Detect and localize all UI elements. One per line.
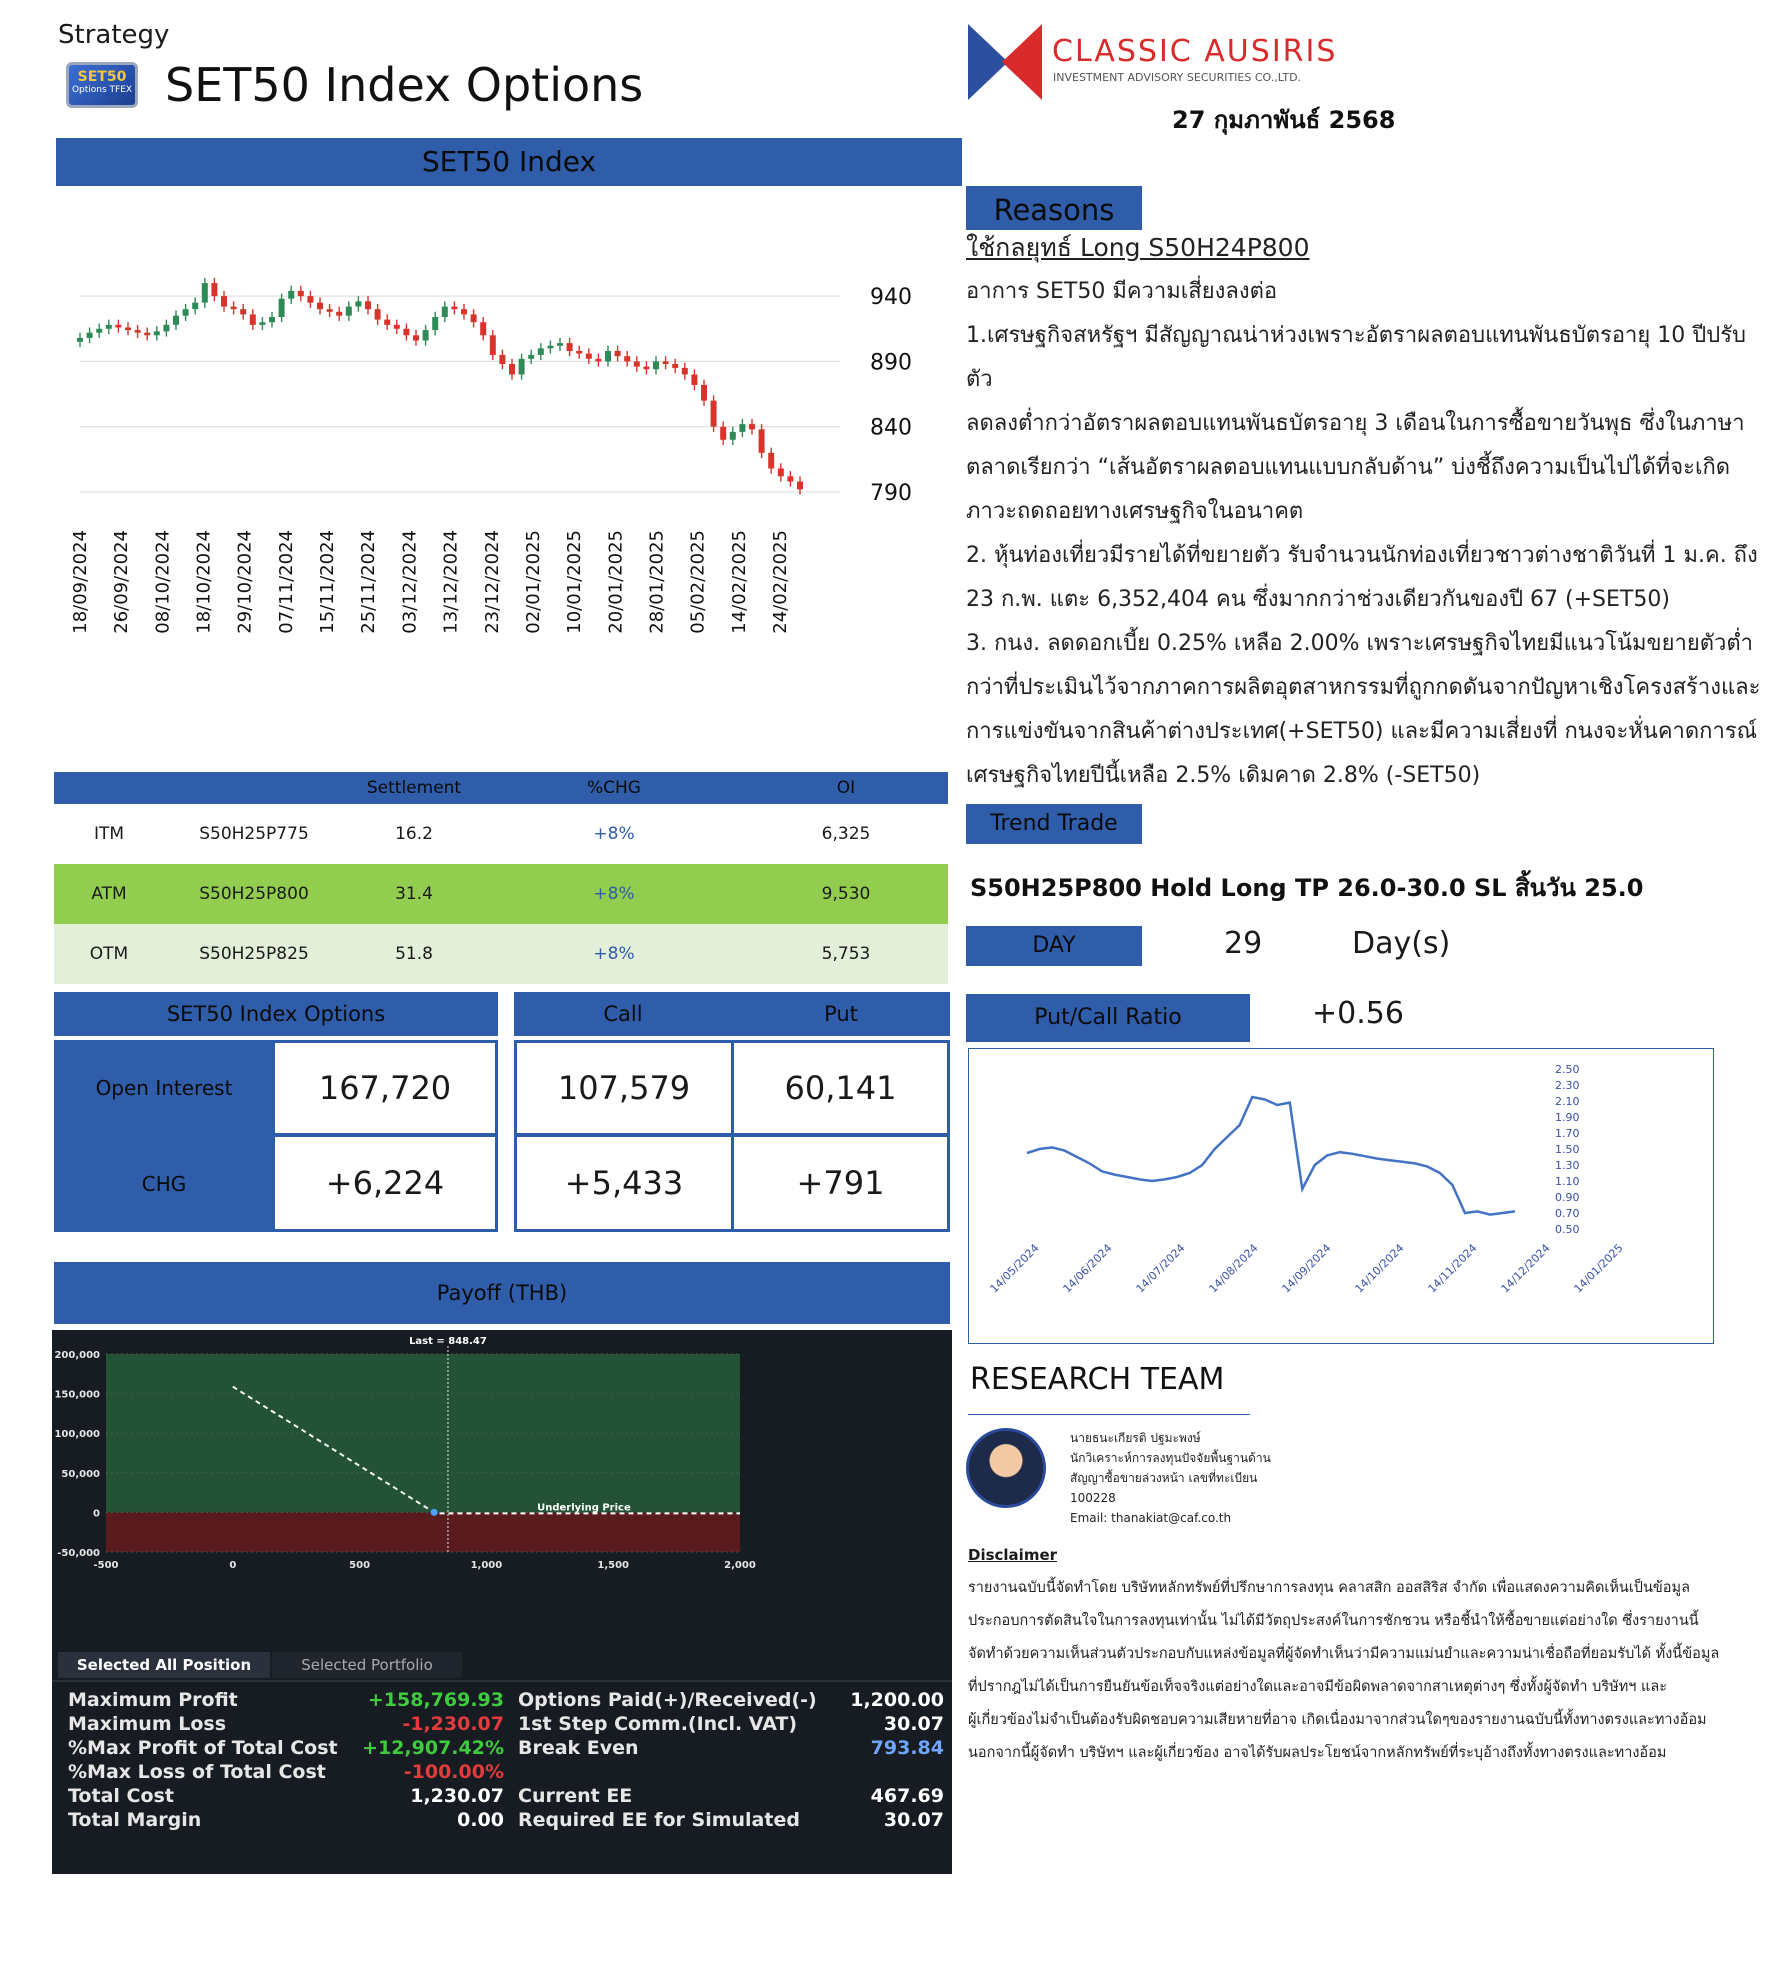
x-tick-label: 02/01/2025 bbox=[522, 530, 544, 634]
settlement-cell: 31.4 bbox=[395, 884, 433, 904]
candle-body bbox=[288, 291, 294, 299]
put-chg-value: +791 bbox=[731, 1134, 950, 1232]
stat-row-label: Break Even bbox=[518, 1737, 639, 1759]
candle-body bbox=[250, 314, 256, 324]
candle-body bbox=[77, 338, 83, 342]
candle-body bbox=[490, 335, 496, 355]
x-tick-label: 10/01/2025 bbox=[564, 530, 586, 634]
research-divider bbox=[968, 1414, 1250, 1415]
put-call-ratio-tab: Put/Call Ratio bbox=[966, 994, 1250, 1042]
put-oi-value: 60,141 bbox=[731, 1040, 950, 1136]
reason-line: ภาวะถดถอยทางเศรษฐกิจในอนาคต bbox=[966, 499, 1304, 524]
candle-body bbox=[634, 361, 640, 366]
x-tick-label: 24/02/2025 bbox=[770, 530, 791, 634]
table-row bbox=[54, 924, 948, 984]
disclaimer-line: ประกอบการตัดสินใจในการลงทุนเท่านั้น ไม่ได้มีวัตถุประสงค์ในการชักชวน หรือชี้นำให้ซื้อขายแต่อย่างใด ซึ่งรายงานนี้ bbox=[968, 1613, 1699, 1629]
candle-body bbox=[672, 364, 678, 368]
candle-body bbox=[586, 354, 592, 359]
logo-badge-bottom: Options TFEX bbox=[71, 85, 133, 95]
reason-line: 2. หุ้นท่องเที่ยวมีรายได้ที่ขยายตัว รับจำนวนนักท่องเที่ยวชาวต่างชาติวันที่ 1 ม.ค. ถึง bbox=[966, 543, 1758, 568]
stat-row-value: 30.07 bbox=[883, 1809, 944, 1831]
reason-line: 1.เศรษฐกิจสหรัฐฯ มีสัญญาณน่าห่วงเพราะอัตราผลตอบแทนพันธบัตรอายุ 10 ปีปรับตัว bbox=[966, 323, 1746, 392]
report-date: 27 กุมภาพันธ์ 2568 bbox=[1172, 106, 1396, 134]
stat-row bbox=[68, 1736, 504, 1760]
table-header-cell bbox=[164, 772, 344, 804]
reason-line: อาการ SET50 มีความเสี่ยงลงต่อ bbox=[966, 279, 1278, 304]
candle-body bbox=[442, 307, 448, 317]
day-value: 29 bbox=[1224, 926, 1263, 961]
payoff-x-tick: -500 bbox=[93, 1560, 119, 1571]
candle-body bbox=[624, 356, 630, 361]
payoff-y-tick: 50,000 bbox=[61, 1468, 100, 1480]
table-row bbox=[54, 804, 948, 864]
candle-body bbox=[759, 429, 765, 453]
put-call-ratio-value: +0.56 bbox=[1312, 996, 1404, 1031]
settlement-cell: 51.8 bbox=[395, 944, 433, 964]
reasons-body bbox=[966, 226, 1766, 798]
candle-body bbox=[413, 335, 419, 340]
underlying-price-label: Underlying Price bbox=[537, 1502, 631, 1514]
oi-label-column bbox=[54, 1040, 274, 1232]
x-tick-label: 05/02/2025 bbox=[687, 530, 709, 634]
candle-body bbox=[749, 424, 755, 429]
candle-body bbox=[115, 325, 121, 328]
total-oi-value: 167,720 bbox=[272, 1040, 498, 1136]
reason-line: ลดลงต่ำกว่าอัตราผลตอบแทนพันธบัตรอายุ 3 เดือนในการซื้อขายวันพุธ ซึ่งในภาษา bbox=[966, 411, 1745, 436]
candle-body bbox=[768, 453, 774, 469]
reasons-lines bbox=[966, 270, 1766, 798]
trend-trade-text: S50H25P800 Hold Long TP 26.0-30.0 SL สิ้นวัน 25.0 bbox=[970, 874, 1644, 902]
pcr-y-tick: 1.10 bbox=[1555, 1175, 1580, 1188]
x-tick-label: 07/11/2024 bbox=[275, 530, 297, 634]
candle-body bbox=[259, 322, 265, 325]
candle-body bbox=[384, 320, 390, 325]
candle-body bbox=[327, 309, 333, 312]
stat-row-label: Required EE for Simulated bbox=[518, 1809, 800, 1831]
stat-row bbox=[68, 1688, 504, 1712]
analyst-line: 100228 bbox=[1070, 1491, 1116, 1505]
candle-body bbox=[144, 333, 150, 336]
stat-row bbox=[68, 1712, 504, 1736]
chg-cell: +8% bbox=[593, 824, 635, 844]
reason-line: กว่าที่ประเมินไว้จากภาคการผลิตอุตสาหกรรมที่ถูกกดดันจากปัญหาเชิงโครงสร้างและ bbox=[966, 675, 1761, 700]
oi-cell: 9,530 bbox=[821, 884, 871, 904]
candle-body bbox=[307, 296, 313, 303]
candle-body bbox=[519, 359, 525, 375]
stat-row bbox=[68, 1760, 504, 1784]
candle-body bbox=[471, 314, 477, 322]
put-call-ratio-chart-frame bbox=[968, 1048, 1714, 1344]
payoff-chart bbox=[52, 1330, 952, 1648]
candle-body bbox=[394, 325, 400, 329]
candle-body bbox=[192, 303, 198, 310]
payoff-x-tick: 500 bbox=[349, 1560, 371, 1571]
company-logo-icon bbox=[968, 24, 1042, 100]
candle-body bbox=[643, 367, 649, 370]
table-header-oi: OI bbox=[836, 778, 856, 798]
payoff-header: Payoff (THB) bbox=[54, 1262, 950, 1324]
series-cell: S50H25P775 bbox=[199, 824, 309, 844]
stat-row-value: 30.07 bbox=[883, 1713, 944, 1735]
pcr-y-tick: 0.70 bbox=[1555, 1207, 1580, 1220]
reason-line: เศรษฐกิจไทยปีนี้เหลือ 2.5% เดิมคาด 2.8% (-SET50) bbox=[966, 763, 1481, 788]
x-tick-label: 08/10/2024 bbox=[152, 530, 174, 634]
candle-body bbox=[221, 296, 227, 306]
pcr-x-tick: 14/09/2024 bbox=[1279, 1241, 1334, 1296]
stat-row-value: 793.84 bbox=[870, 1737, 944, 1759]
stat-row-value: +12,907.42% bbox=[362, 1737, 504, 1759]
page-title: SET50 Index Options bbox=[165, 58, 644, 112]
candle-body bbox=[778, 468, 784, 476]
candle-body bbox=[461, 309, 467, 314]
x-tick-label: 14/02/2025 bbox=[728, 530, 750, 634]
payoff-y-tick: 150,000 bbox=[54, 1389, 100, 1401]
set50-candlestick-chart bbox=[60, 230, 920, 760]
disclaimer-line: ที่ปรากฎไม่ได้เป็นการยืนยันข้อเท็จจริงแต่อย่างใดและอาจมีข้อผิดพลาดจากสาเหตุต่างๆ ซึ่งทั้งผู้จัดทำ บริษัทฯ และ bbox=[968, 1679, 1668, 1695]
pcr-y-tick: 1.90 bbox=[1555, 1111, 1580, 1124]
candle-body bbox=[403, 329, 409, 336]
stat-row bbox=[518, 1808, 944, 1832]
reason-line: 23 ก.พ. แตะ 6,352,404 คน ซึ่งมากกว่าช่วงเดียวกันของปี 67 (+SET50) bbox=[966, 587, 1670, 612]
candle-body bbox=[701, 385, 707, 401]
disclaimer-line: ผู้เกี่ยวข้องไม่จำเป็นต้องรับผิดชอบความเสียหายที่อาจ เกิดเนื่องมาจากส่วนใดๆของรายงานฉบับนี้ทั้งทางตรงและทางอ้อม bbox=[968, 1712, 1707, 1728]
stat-row bbox=[518, 1760, 944, 1784]
candle-body bbox=[653, 361, 659, 369]
candle-body bbox=[595, 359, 601, 362]
stat-row-label: %Max Profit of Total Cost bbox=[68, 1737, 338, 1759]
candle-body bbox=[509, 364, 515, 374]
candle-body bbox=[538, 348, 544, 355]
stat-row-label: Options Paid(+)/Received(-) bbox=[518, 1689, 817, 1711]
payoff-x-tick: 0 bbox=[229, 1560, 237, 1571]
candle-body bbox=[183, 309, 189, 316]
stat-row-label: Maximum Profit bbox=[68, 1689, 238, 1711]
pcr-y-tick: 0.90 bbox=[1555, 1191, 1580, 1204]
options-series-table bbox=[54, 772, 948, 984]
payoff-panel bbox=[52, 1330, 952, 1874]
candle-body bbox=[499, 355, 505, 364]
candle-body bbox=[711, 401, 717, 427]
candle-body bbox=[615, 351, 621, 356]
analyst-avatar bbox=[966, 1428, 1046, 1508]
y-tick-label: 890 bbox=[870, 350, 912, 376]
candle-body bbox=[269, 317, 275, 322]
company-name: CLASSIC AUSIRIS bbox=[1052, 34, 1338, 69]
table-header-cell bbox=[54, 772, 164, 804]
stat-row-label: Total Cost bbox=[68, 1785, 174, 1807]
x-tick-label: 26/09/2024 bbox=[111, 530, 133, 634]
table-header-row bbox=[54, 772, 948, 804]
oi-summary-title: SET50 Index Options bbox=[54, 992, 498, 1036]
stat-row bbox=[518, 1784, 944, 1808]
analyst-info bbox=[1070, 1428, 1271, 1528]
tab-selected-all-position[interactable]: Selected All Position bbox=[58, 1652, 270, 1678]
payoff-x-tick: 1,500 bbox=[597, 1560, 630, 1571]
reasons-title: ใช้กลยุทธ์ Long S50H24P800 bbox=[966, 233, 1310, 262]
payoff-y-tick: 0 bbox=[93, 1508, 100, 1520]
candle-body bbox=[720, 427, 726, 440]
x-tick-label: 13/12/2024 bbox=[440, 530, 462, 634]
candle-body bbox=[163, 325, 169, 332]
candle-body bbox=[451, 307, 457, 310]
y-tick-label: 940 bbox=[870, 285, 912, 311]
last-price-label: Last = 848.47 bbox=[409, 1336, 487, 1347]
x-tick-label: 23/12/2024 bbox=[481, 530, 503, 634]
candle-body bbox=[154, 331, 160, 335]
candle-body bbox=[135, 330, 141, 333]
x-tick-label: 29/10/2024 bbox=[234, 530, 256, 634]
candle-body bbox=[576, 351, 582, 354]
candle-body bbox=[173, 316, 179, 325]
analyst-line: Email: thanakiat@caf.co.th bbox=[1070, 1511, 1232, 1525]
stat-row-value: 1,200.00 bbox=[850, 1689, 944, 1711]
chg-cell: +8% bbox=[593, 884, 635, 904]
put-label: Put bbox=[824, 1002, 858, 1026]
disclaimer-line: จัดทำด้วยความเห็นส่วนตัวประกอบกับแหล่งข้อมูลที่ผู้จัดทำเห็นว่ามีความแม่นยำและความน่าเชื่อถือที่ยอมรับได้ ทั้งนี้ข้อมูล bbox=[968, 1646, 1720, 1662]
table-header-chg: %CHG bbox=[587, 778, 641, 798]
stat-row-value: +158,769.93 bbox=[367, 1689, 504, 1711]
pcr-x-tick: 14/08/2024 bbox=[1206, 1241, 1261, 1296]
day-unit: Day(s) bbox=[1352, 926, 1451, 961]
call-oi-value: 107,579 bbox=[514, 1040, 734, 1136]
moneyness-cell: ATM bbox=[91, 884, 127, 904]
break-even-marker bbox=[431, 1509, 438, 1516]
analyst-line: นักวิเคราะห์การลงทุนปัจจัยพื้นฐานด้าน bbox=[1070, 1451, 1271, 1465]
analyst-line: สัญญาซื้อขายล่วงหน้า เลขที่ทะเบียน bbox=[1070, 1471, 1258, 1485]
pcr-y-tick: 1.50 bbox=[1555, 1143, 1580, 1156]
candle-body bbox=[432, 317, 438, 330]
candle-body bbox=[663, 361, 669, 364]
analyst-line: นายธนะเกียรติ ปฐมะพงษ์ bbox=[1070, 1431, 1201, 1445]
payoff-y-tick: 100,000 bbox=[54, 1429, 100, 1441]
candle-body bbox=[125, 327, 131, 330]
stat-row bbox=[68, 1784, 504, 1808]
candle-body bbox=[202, 283, 208, 303]
stat-row-value: 1,230.07 bbox=[410, 1785, 504, 1807]
payoff-stats-right bbox=[518, 1688, 944, 1832]
stat-row bbox=[518, 1688, 944, 1712]
stat-row-value: -1,230.07 bbox=[402, 1713, 504, 1735]
candle-body bbox=[480, 322, 486, 335]
stat-row-label: Current EE bbox=[518, 1785, 633, 1807]
tab-divider bbox=[52, 1680, 952, 1682]
table-row bbox=[54, 864, 948, 924]
series-cell: S50H25P825 bbox=[199, 944, 309, 964]
candle-body bbox=[605, 351, 611, 361]
total-chg-value: +6,224 bbox=[272, 1134, 498, 1232]
candle-body bbox=[682, 368, 688, 375]
x-tick-label: 03/12/2024 bbox=[399, 530, 421, 634]
candle-body bbox=[231, 307, 237, 310]
payoff-stats-left bbox=[68, 1688, 504, 1832]
candle-body bbox=[346, 307, 352, 316]
pcr-y-tick: 2.10 bbox=[1555, 1095, 1580, 1108]
set50-index-header: SET50 Index bbox=[56, 138, 962, 186]
pcr-y-tick: 1.30 bbox=[1555, 1159, 1580, 1172]
stat-row-label: 1st Step Comm.(Incl. VAT) bbox=[518, 1713, 798, 1735]
stat-row-label: %Max Loss of Total Cost bbox=[68, 1761, 326, 1783]
pcr-line bbox=[1027, 1097, 1515, 1215]
x-tick-label: 18/09/2024 bbox=[70, 530, 91, 634]
disclaimer-text bbox=[968, 1572, 1748, 1770]
disclaimer-line: นอกจากนี้ผู้จัดทำ บริษัทฯ และผู้เกี่ยวข้อง อาจได้รับผลประโยชน์จากหลักทรัพย์ที่ระบุอ้างถึงทั้งทางตรงและทางอ้อม bbox=[968, 1745, 1667, 1761]
candle-body bbox=[211, 283, 217, 296]
company-subtitle: INVESTMENT ADVISORY SECURITIES CO.,LTD. bbox=[1053, 71, 1302, 84]
reason-line: ตลาดเรียกว่า “เส้นอัตราผลตอบแทนแบบกลับด้าน” บ่งชี้ถึงความเป็นไปได้ที่จะเกิด bbox=[966, 455, 1731, 480]
stat-row-value: 0.00 bbox=[457, 1809, 504, 1831]
payoff-y-tick: -50,000 bbox=[57, 1548, 100, 1559]
pcr-x-tick: 14/10/2024 bbox=[1352, 1241, 1407, 1296]
candle-body bbox=[355, 301, 361, 306]
candle-body bbox=[87, 333, 93, 338]
candle-body bbox=[567, 343, 573, 351]
stat-row-label: Total Margin bbox=[68, 1809, 202, 1831]
chg-cell: +8% bbox=[593, 944, 635, 964]
candle-body bbox=[336, 312, 342, 316]
candle-body bbox=[528, 355, 534, 359]
candle-body bbox=[365, 301, 371, 309]
stat-row-value: 467.69 bbox=[870, 1785, 944, 1807]
tab-selected-portfolio[interactable]: Selected Portfolio bbox=[272, 1652, 462, 1678]
pcr-x-tick: 14/05/2024 bbox=[987, 1241, 1042, 1296]
stat-row bbox=[518, 1736, 944, 1760]
candle-body bbox=[739, 424, 745, 432]
chg-label: CHG bbox=[141, 1172, 187, 1196]
y-tick-label: 840 bbox=[870, 415, 912, 441]
candle-body bbox=[240, 309, 246, 314]
moneyness-cell: ITM bbox=[93, 824, 125, 844]
pcr-y-tick: 0.50 bbox=[1555, 1223, 1580, 1236]
research-team-title: RESEARCH TEAM bbox=[970, 1362, 1225, 1397]
pcr-x-tick: 14/12/2024 bbox=[1498, 1241, 1553, 1296]
call-label: Call bbox=[603, 1002, 643, 1026]
candle-body bbox=[279, 299, 285, 317]
candle-body bbox=[423, 330, 429, 340]
pcr-y-tick: 2.50 bbox=[1555, 1063, 1580, 1076]
series-cell: S50H25P800 bbox=[199, 884, 309, 904]
pcr-y-tick: 1.70 bbox=[1555, 1127, 1580, 1140]
stat-row bbox=[518, 1712, 944, 1736]
settlement-cell: 16.2 bbox=[395, 824, 433, 844]
pcr-x-tick: 14/06/2024 bbox=[1060, 1241, 1115, 1296]
call-chg-value: +5,433 bbox=[514, 1134, 734, 1232]
x-tick-label: 15/11/2024 bbox=[317, 530, 339, 634]
pcr-y-tick: 2.30 bbox=[1555, 1079, 1580, 1092]
payoff-y-tick: 200,000 bbox=[54, 1350, 100, 1361]
open-interest-label: Open Interest bbox=[95, 1076, 233, 1100]
disclaimer-title: Disclaimer bbox=[968, 1546, 1058, 1564]
moneyness-cell: OTM bbox=[89, 944, 129, 964]
candle-body bbox=[96, 329, 102, 333]
candle-body bbox=[298, 291, 304, 296]
candle-body bbox=[787, 476, 793, 481]
call-put-header bbox=[514, 992, 950, 1036]
pcr-x-tick: 14/01/2025 bbox=[1571, 1241, 1626, 1296]
candle-body bbox=[797, 482, 803, 490]
disclaimer-line: รายงานฉบับนี้จัดทำโดย บริษัทหลักทรัพย์ที่ปรึกษาการลงทุน คลาสสิก ออสสิริส จำกัด เพื่อแสดงความคิดเห็นเป็นข้อมูล bbox=[968, 1580, 1690, 1596]
loss-zone bbox=[106, 1512, 740, 1552]
stat-row-label: Maximum Loss bbox=[68, 1713, 227, 1735]
stat-row-value: -100.00% bbox=[403, 1761, 504, 1783]
pcr-x-tick: 14/07/2024 bbox=[1133, 1241, 1188, 1296]
reason-line: การแข่งขันจากสินค้าต่างประเทศ(+SET50) และมีความเสี่ยงที่ กนงจะหั่นคาดการณ์ bbox=[966, 719, 1758, 744]
logo-badge-top: SET50 bbox=[77, 69, 127, 85]
y-tick-label: 790 bbox=[870, 481, 912, 506]
strategy-label: Strategy bbox=[58, 20, 170, 50]
stat-row bbox=[68, 1808, 504, 1832]
candle-body bbox=[691, 374, 697, 384]
candle-body bbox=[730, 432, 736, 440]
reasons-tab: Reasons bbox=[966, 186, 1142, 230]
reason-line: 3. กนง. ลดดอกเบี้ย 0.25% เหลือ 2.00% เพราะเศรษฐกิจไทยมีแนวโน้มขยายตัวต่ำ bbox=[966, 631, 1754, 656]
set50-options-logo bbox=[66, 62, 138, 108]
x-tick-label: 25/11/2024 bbox=[358, 530, 380, 634]
payoff-x-tick: 1,000 bbox=[470, 1560, 503, 1571]
put-call-ratio-chart bbox=[969, 1049, 1713, 1343]
x-tick-label: 28/01/2025 bbox=[646, 530, 668, 634]
x-tick-label: 18/10/2024 bbox=[193, 530, 215, 634]
candle-body bbox=[547, 346, 553, 349]
trend-trade-tab: Trend Trade bbox=[966, 804, 1142, 844]
candle-body bbox=[375, 309, 381, 319]
oi-cell: 5,753 bbox=[821, 944, 871, 964]
candle-body bbox=[557, 343, 563, 346]
pcr-x-tick: 14/11/2024 bbox=[1425, 1241, 1480, 1296]
day-tab: DAY bbox=[966, 926, 1142, 966]
oi-cell: 6,325 bbox=[821, 824, 871, 844]
x-tick-label: 20/01/2025 bbox=[605, 530, 627, 634]
candle-body bbox=[317, 303, 323, 310]
candle-body bbox=[106, 325, 112, 329]
table-header-settlement: Settlement bbox=[366, 778, 462, 798]
payoff-x-tick: 2,000 bbox=[724, 1560, 756, 1571]
